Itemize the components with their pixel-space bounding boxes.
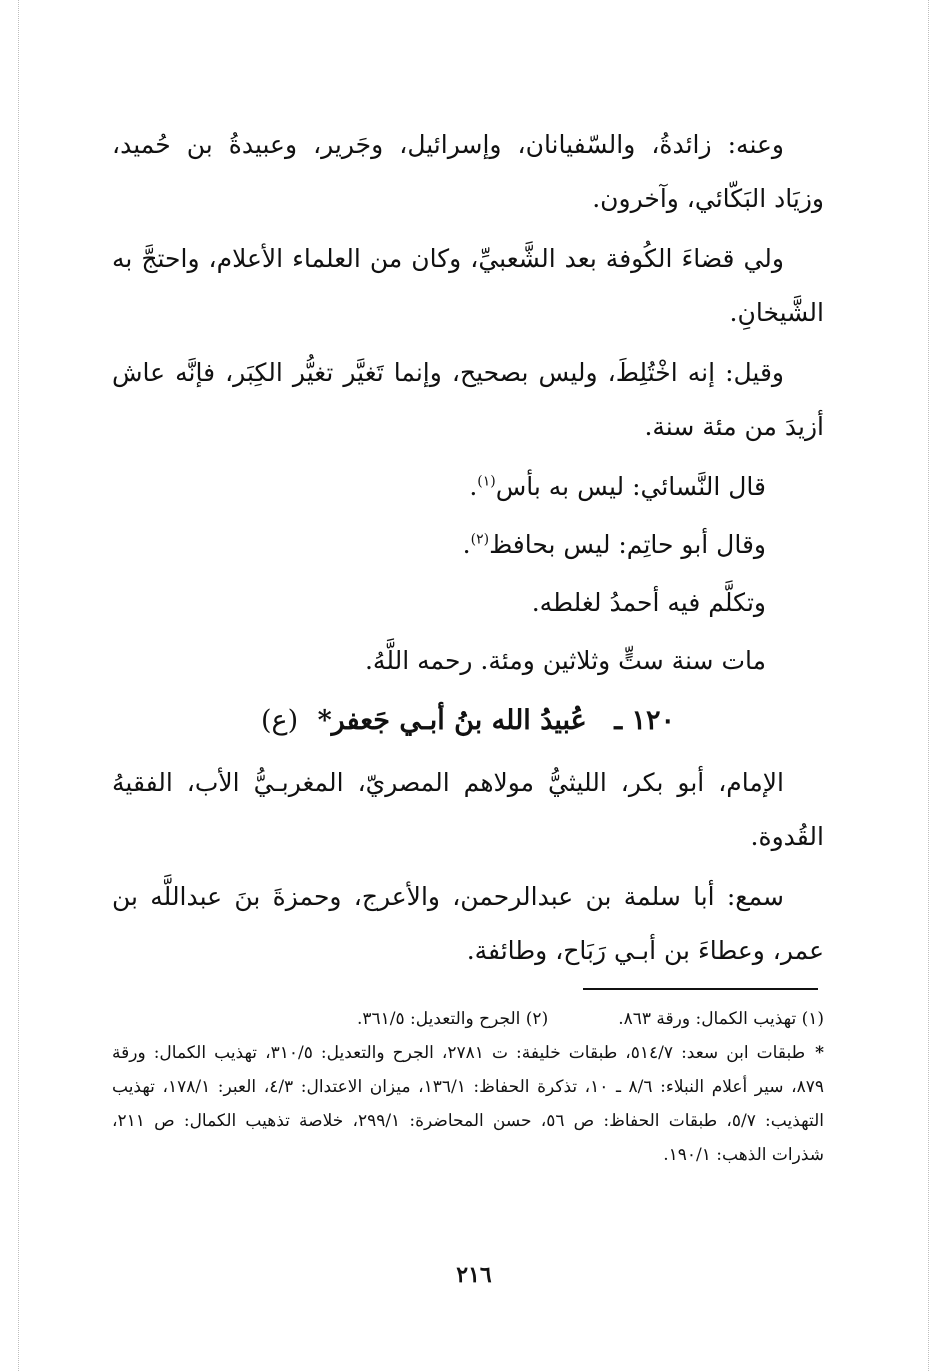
abu-hatim-line <box>112 518 824 572</box>
ahmad-line: وتكلَّم فيه أحمدُ لغلطه. <box>531 588 766 617</box>
entry-name: عُبيدُ الله بنُ أبـي جَعفر* <box>317 705 587 736</box>
entry-heading <box>112 694 824 748</box>
abu-hatim-text: وقال أبو حاتِم: ليس بحافظ <box>489 530 766 559</box>
confusion-paragraph: وقيل: إنه اخْتُلِطَ، وليس بصحيح، وإنما تَغيَّر تغيُّر الكِبَر، فإنَّه عاش أزيدَ من مئة سنة. <box>112 358 824 441</box>
footnote-separator <box>583 988 818 990</box>
death-line: مات سنة ستٍّ وثلاثين ومئة. رحمه اللَّهُ. <box>364 646 766 675</box>
footnotes <box>112 1002 824 1172</box>
page-number: ٢١٦ <box>456 1262 492 1288</box>
entry-symbol: (ع) <box>260 705 299 736</box>
nasai-line <box>112 460 824 514</box>
footnote-2: (٢) الجرح والتعديل: ٣٦١/٥. <box>356 1009 549 1029</box>
scan-edge-left <box>18 0 19 1371</box>
nasai-text: قال النَّسائي: ليس به بأس <box>495 472 766 501</box>
asterisk-marker: * <box>815 1043 824 1063</box>
footnote-ref-1: (١) <box>477 473 496 490</box>
footnote-row <box>112 1002 824 1036</box>
sources-text: طبقات ابن سعد: ٥١٤/٧، طبقات خليفة: ت ٢٧٨١، الجرح والتعديل: ٣١٠/٥، تهذيب الكمال: ورقة ٨٧٩، سير أعلام النبلاء: ٨/٦ ـ ١٠، تذكرة الحفاظ: ١٣٦/١، ميزان الاعتدال: ٤/٣، العبر: ١٧٨/١، تهذيب التهذيب: ٥/٧، طبقات الحفاظ: ص ٥٦، حسن المحاضرة: ٢٩٩/١، خلاصة تذهيب الكمال: ص ٢١١، شذرات الذهب: ١٩٠/١. <box>112 1043 824 1165</box>
footnote-ref-2: (٢) <box>470 531 490 548</box>
entry-intro-paragraph: الإمام، أبو بكر، الليثيُّ مولاهم المصريّ، المغربـيُّ الأب، الفقيهُ القُدوة. <box>112 768 824 851</box>
abu-hatim-end: . <box>462 530 471 559</box>
scan-edge-right <box>928 0 929 1371</box>
entry-teachers-paragraph: سمع: أبا سلمة بن عبدالرحمن، والأعرج، وحمزةَ بنَ عبداللَّه بن عمر، وعطاءَ بن أبـي رَبَاح، وطائفة. <box>112 882 824 965</box>
footnote-1: (١) تهذيب الكمال: ورقة ٨٦٣. <box>618 1009 824 1029</box>
nasai-end: . <box>469 472 478 501</box>
judgeship-paragraph: ولي قضاءَ الكُوفة بعد الشَّعبيِّ، وكان من العلماء الأعلام، واحتجَّ به الشَّيخانِ. <box>112 244 824 327</box>
page-body <box>112 118 824 984</box>
entry-number: ١٢٠ ـ <box>614 705 676 736</box>
sources-footnote <box>112 1036 824 1172</box>
narrators-paragraph: وعنه: زائدةُ، والسّفيانان، وإسرائيل، وجَرير، وعبيدةُ بن حُميد، وزيَاد البَكّائي، وآخرون. <box>112 130 824 213</box>
